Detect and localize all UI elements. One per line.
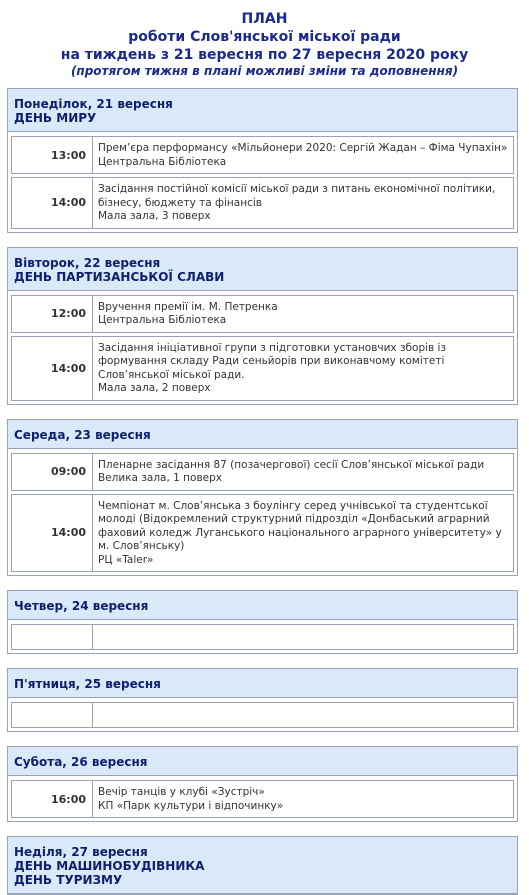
event-row <box>11 780 514 818</box>
event-time: 16:00 <box>12 781 93 817</box>
event-row <box>11 177 514 229</box>
event-location: Центральна Бібліотека <box>98 155 227 168</box>
event-time: 14:00 <box>12 337 93 400</box>
day-header <box>8 89 517 132</box>
event-row <box>11 295 514 333</box>
day-events <box>8 291 517 404</box>
day-holiday: ДЕНЬ ТУРИЗМУ <box>14 873 123 887</box>
event-row <box>11 624 514 650</box>
event-row <box>11 494 514 573</box>
event-description <box>93 137 513 173</box>
event-time <box>12 703 93 727</box>
day-header <box>8 591 517 620</box>
day-events <box>8 620 517 653</box>
event-time: 09:00 <box>12 454 93 490</box>
event-location: РЦ «Taler» <box>98 553 154 566</box>
day-holiday: ДЕНЬ МИРУ <box>14 111 97 125</box>
day-date: Середа, 23 вересня <box>14 427 151 442</box>
page-subtitle: роботи Слов'янської міської ради <box>128 29 401 45</box>
event-description <box>93 296 513 332</box>
day-header <box>8 248 517 291</box>
day-header <box>8 669 517 698</box>
event-time: 14:00 <box>12 495 93 572</box>
day-block <box>7 88 518 233</box>
event-row <box>11 336 514 401</box>
event-description <box>93 781 513 817</box>
day-header <box>8 420 517 449</box>
event-description <box>93 178 513 228</box>
day-date: Субота, 26 вересня <box>14 755 148 769</box>
day-date: Вівторок, 22 вересня <box>14 255 161 270</box>
day-block <box>7 746 518 822</box>
event-row <box>11 136 514 174</box>
page-title: ПЛАН <box>241 11 288 27</box>
event-time: 13:00 <box>12 137 93 173</box>
event-location: Мала зала, 2 поверх <box>98 382 211 394</box>
event-description <box>93 625 513 649</box>
event-description <box>93 495 513 572</box>
day-date: П'ятниця, 25 вересня <box>14 677 161 691</box>
event-title: Прем’єра перформансу «Мільйонери 2020: Сергій Жадан – Фіма Чупахін» <box>98 142 508 154</box>
day-date: Неділя, 27 вересня <box>14 845 148 859</box>
day-events <box>8 776 517 821</box>
event-description <box>93 703 513 727</box>
event-title: Вечір танців у клубі «Зустріч» <box>98 786 265 798</box>
day-block <box>7 590 518 654</box>
event-title: Чемпіонат м. Слов’янська з боулінгу серед учнівської та студентської молоді (Відокремлений структурний підрозділ «Донбаський аграрний фаховий коледж Луганського національного аграрного університету» у м. Слов’янську) <box>98 499 502 552</box>
day-events <box>8 449 517 576</box>
day-block <box>7 836 518 895</box>
day-date: Четвер, 24 вересня <box>14 599 149 613</box>
event-time <box>12 625 93 649</box>
day-block <box>7 419 518 577</box>
week-schedule <box>0 88 518 895</box>
day-holiday: ДЕНЬ ПАРТИЗАНСЬКОЇ СЛАВИ <box>14 269 225 284</box>
event-location: Мала зала, 3 поверх <box>98 210 211 222</box>
event-description <box>93 337 513 400</box>
page-note: (протягом тижня в плані можливі зміни та доповнення) <box>70 64 459 78</box>
day-date: Понеділок, 21 вересня <box>14 97 173 111</box>
day-holiday: ДЕНЬ МАШИНОБУДІВНИКА <box>14 859 205 873</box>
day-events <box>8 132 517 232</box>
event-title: Засідання постійної комісії міської ради з питань економічної політики, бізнесу, бюджету та фінансів <box>98 183 496 209</box>
event-row <box>11 453 514 491</box>
event-location: Центральна Бібліотека <box>98 314 227 326</box>
page-period: на тиждень з 21 вересня по 27 вересня 2020 року <box>60 47 469 63</box>
day-header <box>8 747 517 776</box>
day-block <box>7 668 518 732</box>
event-time: 14:00 <box>12 178 93 228</box>
event-title: Пленарне засідання 87 (позачергової) сесії Слов’янської міської ради <box>98 458 485 471</box>
event-title: Засідання ініціативної групи з підготовки установчих зборів із формування складу Ради сеньйорів при виконавчому комітеті Слов’янської міської ради. <box>98 341 447 381</box>
event-location: Велика зала, 1 поверх <box>98 472 222 484</box>
page-header <box>0 0 529 78</box>
event-description <box>93 454 513 490</box>
day-block <box>7 247 518 405</box>
event-title: Вручення премії ім. М. Петренка <box>98 300 278 313</box>
day-header <box>8 837 517 894</box>
event-location: КП «Парк культури і відпочинку» <box>98 799 284 812</box>
event-row <box>11 702 514 728</box>
day-events <box>8 698 517 731</box>
event-time: 12:00 <box>12 296 93 332</box>
